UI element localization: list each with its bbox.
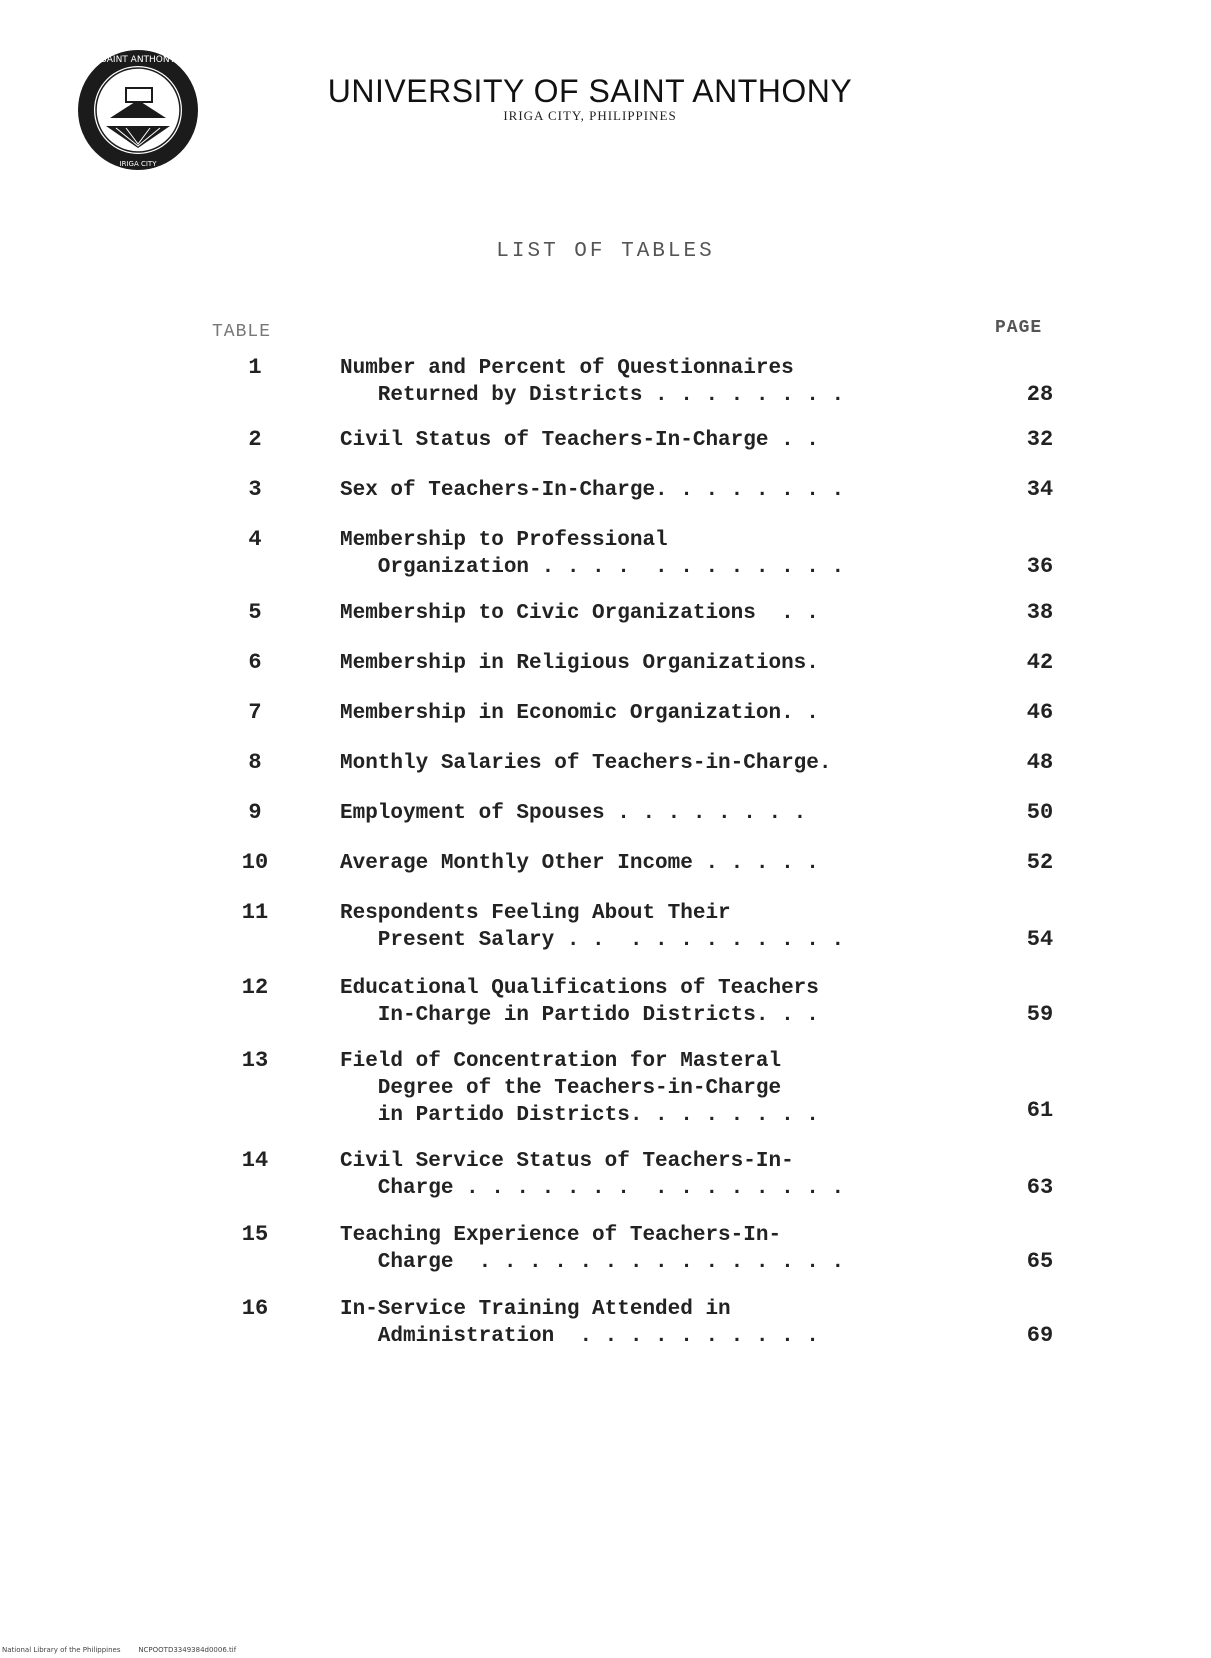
title-line: Membership to Professional (340, 529, 668, 552)
table-title (340, 850, 960, 877)
table-title (340, 650, 960, 677)
scan-footer (2, 1646, 236, 1654)
page-number: 54 (1026, 927, 1054, 952)
title-line: Average Monthly Other Income . . . . . (340, 852, 819, 875)
table-number: 13 (241, 1048, 269, 1073)
page-number: 63 (1026, 1175, 1054, 1200)
table-title (340, 477, 960, 504)
table-number: 9 (248, 800, 262, 825)
footer-source: National Library of the Philippines (2, 1646, 121, 1654)
table-number: 10 (241, 850, 269, 875)
table-number: 14 (241, 1148, 269, 1173)
table-title (340, 600, 960, 627)
page-number: 34 (1026, 477, 1054, 502)
page-number: 50 (1026, 800, 1054, 825)
title-line: Field of Concentration for Masteral (340, 1050, 782, 1073)
table-title (340, 1296, 960, 1350)
title-line: Monthly Salaries of Teachers-in-Charge. (340, 752, 832, 775)
title-line: In-Charge in Partido Districts. . . (340, 1004, 819, 1027)
university-name: UNIVERSITY OF SAINT ANTHONY (327, 73, 853, 109)
table-number: 7 (248, 700, 262, 725)
page-number: 48 (1026, 750, 1054, 775)
page-number: 59 (1026, 1002, 1054, 1027)
title-line: Teaching Experience of Teachers-In- (340, 1224, 782, 1247)
title-line: in Partido Districts. . . . . . . . (340, 1104, 819, 1127)
column-header-table: TABLE (212, 322, 272, 342)
table-number: 4 (248, 527, 262, 552)
page-title: LIST OF TABLES (496, 240, 715, 263)
title-line: Administration . . . . . . . . . . (340, 1325, 819, 1348)
title-line: Present Salary . . . . . . . . . . . (340, 929, 845, 952)
table-number: 8 (248, 750, 262, 775)
title-line: Civil Status of Teachers-In-Charge . . (340, 429, 819, 452)
table-title (340, 900, 960, 954)
title-line: Charge . . . . . . . . . . . . . . . (340, 1251, 845, 1274)
table-number: 5 (248, 600, 262, 625)
title-line: Respondents Feeling About Their (340, 902, 731, 925)
table-title (340, 1048, 960, 1129)
title-line: Sex of Teachers-In-Charge. . . . . . . . (340, 479, 845, 502)
page-number: 69 (1026, 1323, 1054, 1348)
page-number: 36 (1026, 554, 1054, 579)
table-title (340, 355, 960, 409)
table-title (340, 1148, 960, 1202)
table-number: 1 (248, 355, 262, 380)
title-line: Membership in Economic Organization. . (340, 702, 819, 725)
page-number: 65 (1026, 1249, 1054, 1274)
title-line: Membership in Religious Organizations. (340, 652, 819, 675)
table-title (340, 427, 960, 454)
title-line: Returned by Districts . . . . . . . . (340, 384, 845, 407)
title-line: Civil Service Status of Teachers-In- (340, 1150, 794, 1173)
title-line: Educational Qualifications of Teachers (340, 977, 819, 1000)
page-number: 28 (1026, 382, 1054, 407)
table-title (340, 750, 960, 777)
table-number: 3 (248, 477, 262, 502)
table-number: 15 (241, 1222, 269, 1247)
page-number: 32 (1026, 427, 1054, 452)
table-title (340, 800, 960, 827)
title-line: Charge . . . . . . . . . . . . . . . (340, 1177, 845, 1200)
table-title (340, 975, 960, 1029)
table-title (340, 1222, 960, 1276)
title-line: Membership to Civic Organizations . . (340, 602, 819, 625)
column-header-page: PAGE (995, 318, 1043, 338)
title-line: Employment of Spouses . . . . . . . . (340, 802, 807, 825)
title-line: Number and Percent of Questionnaires (340, 357, 794, 380)
table-number: 12 (241, 975, 269, 1000)
table-number: 6 (248, 650, 262, 675)
table-title (340, 700, 960, 727)
title-line: In-Service Training Attended in (340, 1298, 731, 1321)
university-location: IRIGA CITY, PHILIPPINES (503, 108, 677, 123)
title-line: Organization . . . . . . . . . . . . (340, 556, 845, 579)
table-number: 11 (241, 900, 269, 925)
table-number: 16 (241, 1296, 269, 1321)
page-number: 38 (1026, 600, 1054, 625)
table-number: 2 (248, 427, 262, 452)
page-number: 42 (1026, 650, 1054, 675)
page-number: 46 (1026, 700, 1054, 725)
page-number: 61 (1026, 1098, 1054, 1123)
title-line: Degree of the Teachers-in-Charge (340, 1077, 782, 1100)
page-number: 52 (1026, 850, 1054, 875)
svg-text:IRIGA CITY: IRIGA CITY (119, 160, 157, 168)
svg-text:SAINT ANTHONY: SAINT ANTHONY (100, 55, 176, 65)
footer-filename: NCPOOTD3349384d0006.tif (138, 1646, 237, 1654)
table-title (340, 527, 960, 581)
